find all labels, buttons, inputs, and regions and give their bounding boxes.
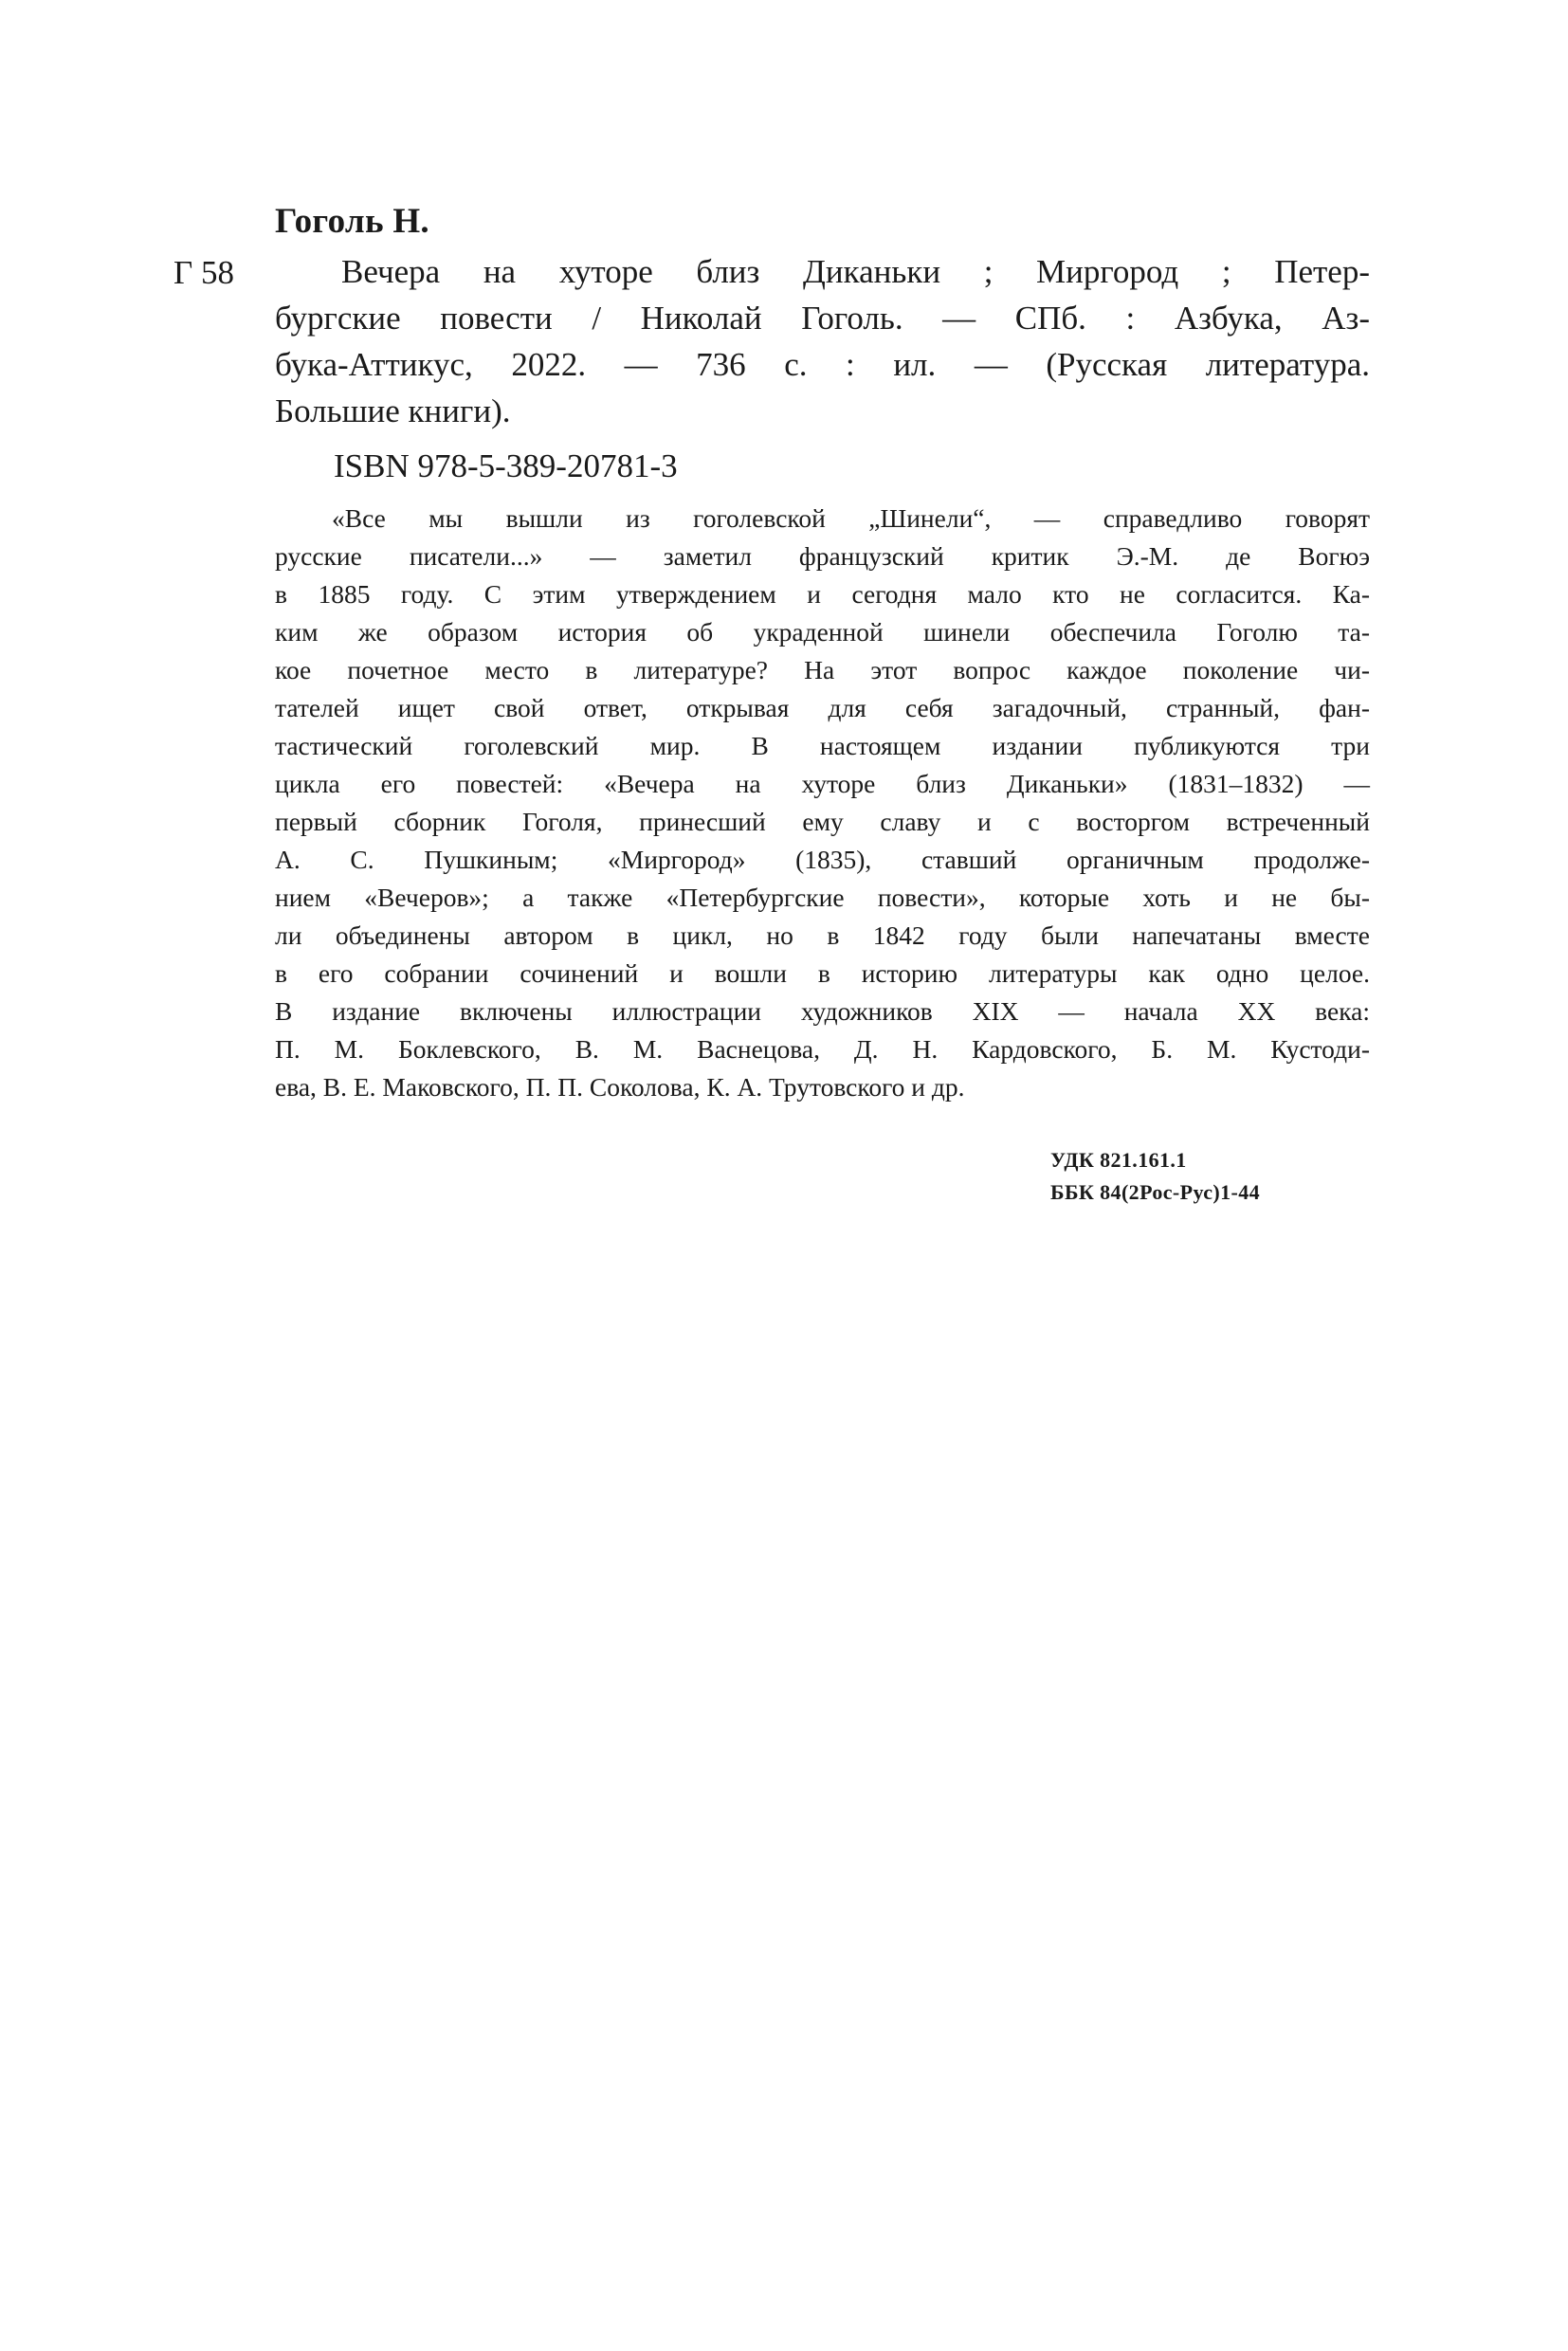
- annotation-line: В издание включены иллюстрации художников XIX — начала XX века:: [275, 996, 1370, 1026]
- annotation-line: тателей ищет свой ответ, открывая для себя загадочный, странный, фан-: [275, 693, 1370, 722]
- annotation-line: цикла его повестей: «Вечера на хуторе близ Диканьки» (1831–1832) —: [275, 769, 1370, 798]
- annotation-line: ким же образом история об украденной шинели обеспечила Гоголю та-: [275, 617, 1370, 647]
- annotation-line: «Все мы вышли из гоголевской „Шинели“, — справедливо говорят: [332, 503, 1370, 533]
- bibliography-line: бука-Аттикус, 2022. — 736 с. : ил. — (Русская литература.: [275, 346, 1370, 383]
- bibliography-line: бургские повести / Николай Гоголь. — СПб. : Азбука, Аз-: [275, 300, 1370, 337]
- annotation-line: кое почетное место в литературе? На этот вопрос каждое поколение чи-: [275, 655, 1370, 684]
- annotation-line: ева, В. Е. Маковского, П. П. Соколова, К. А. Трутовского и др.: [275, 1072, 965, 1102]
- author-cipher: Г 58: [173, 254, 234, 291]
- author-heading: Гоголь Н.: [275, 202, 429, 241]
- bibliography-line: Большие книги).: [275, 392, 511, 429]
- annotation-line: первый сборник Гоголя, принесший ему славу и с восторгом встреченный: [275, 807, 1370, 836]
- annotation-line: в 1885 году. С этим утверждением и сегодня мало кто не согласится. Ка-: [275, 579, 1370, 609]
- isbn-number: ISBN 978-5-389-20781-3: [334, 447, 678, 484]
- classification-codes: [1050, 1144, 1260, 1209]
- annotation-line: русские писатели...» — заметил французский критик Э.-М. де Вогюэ: [275, 541, 1370, 571]
- annotation-line: нием «Вечеров»; а также «Петербургские повести», которые хоть и не бы-: [275, 883, 1370, 912]
- bbk-code: ББК 84(2Рос-Рус)1-44: [1050, 1180, 1261, 1204]
- bibliographic-description: [275, 248, 1370, 434]
- annotation-text: [275, 500, 1370, 1106]
- udk-code: УДК 821.161.1: [1050, 1148, 1187, 1172]
- annotation-line: А. С. Пушкиным; «Миргород» (1835), ставший органичным продолже-: [275, 845, 1370, 874]
- annotation-line: ли объединены автором в цикл, но в 1842 году были напечатаны вместе: [275, 920, 1370, 950]
- bibliography-line: Вечера на хуторе близ Диканьки ; Миргород ; Петер-: [341, 253, 1370, 290]
- annotation-line: тастический гоголевский мир. В настоящем издании публикуются три: [275, 731, 1370, 760]
- annotation-line: П. М. Боклевского, В. М. Васнецова, Д. Н. Кардовского, Б. М. Кустоди-: [275, 1034, 1370, 1064]
- annotation-line: в его собрании сочинений и вошли в историю литературы как одно целое.: [275, 958, 1370, 988]
